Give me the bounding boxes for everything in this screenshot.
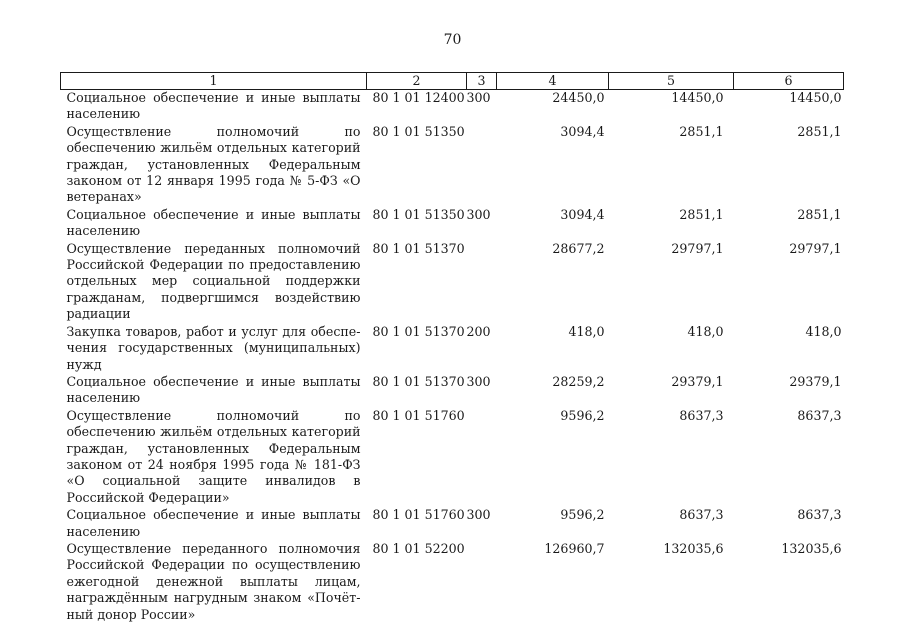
row-kind — [467, 408, 497, 507]
table-row — [61, 507, 844, 541]
table-row — [61, 541, 844, 624]
row-value-col5: 418,0 — [687, 323, 724, 339]
row-value-col6: 14450,0 — [789, 90, 842, 105]
row-code: 80 1 01 51370 — [372, 373, 465, 389]
row-value-col4: 24450,0 — [552, 90, 605, 105]
row-kind — [467, 124, 497, 207]
row-value-col6: 29797,1 — [789, 240, 842, 256]
row-code: 80 1 01 51350 — [372, 206, 465, 222]
row-value-col4: 418,0 — [568, 323, 605, 339]
row-name: Социальное обеспечение и иные выплаты населению — [66, 373, 361, 406]
row-code: 80 1 01 51370 — [372, 240, 465, 256]
header-col-3: 3 — [467, 73, 497, 90]
header-col-1: 1 — [61, 73, 367, 90]
row-code: 80 1 01 51760 — [372, 407, 465, 423]
table-row — [61, 241, 844, 324]
row-code: 80 1 01 12400 — [372, 90, 465, 105]
row-value-col5: 8637,3 — [679, 407, 724, 423]
row-value-col5: 2851,1 — [679, 123, 724, 139]
row-name: Осуществление полномочий по обеспечению жильём отдельных категорий граждан, установленных Федеральным законом от 12 января 1995 года № 5-ФЗ «О ветеранах» — [66, 123, 361, 205]
row-name: Социальное обеспечение и иные выплаты населению — [66, 507, 361, 539]
header-col-4: 4 — [497, 73, 609, 90]
row-name: Социальное обеспечение и иные выплаты населению — [66, 90, 361, 122]
row-kind: 200 — [466, 323, 491, 339]
row-code: 80 1 01 52200 — [372, 540, 465, 556]
row-value-col5: 132035,6 — [663, 540, 724, 556]
header-row — [61, 73, 844, 90]
row-value-col4: 28677,2 — [552, 240, 605, 256]
row-value-col5: 2851,1 — [679, 206, 724, 222]
row-value-col6: 418,0 — [805, 323, 842, 339]
row-value-col4: 28259,2 — [552, 373, 605, 389]
table-row — [61, 124, 844, 207]
row-name: Осуществление переданного полномочия Российской Федерации по осуществлению ежегодной денежной выплаты лицам, награждённым нагрудным знаком «Почётный донор России» — [66, 540, 361, 622]
row-value-col4: 3094,4 — [560, 206, 605, 222]
table-header — [61, 73, 844, 90]
row-value-col6: 8637,3 — [797, 407, 842, 423]
row-value-col6: 8637,3 — [797, 507, 842, 523]
row-kind: 300 — [466, 206, 491, 222]
row-name: Осуществление переданных полномочий Российской Федерации по предоставлению отдельных мер социальной поддержки гражданам, подвергшимся воздействию радиации — [66, 240, 361, 322]
page-number: 70 — [443, 32, 462, 48]
row-kind: 300 — [466, 373, 491, 389]
header-col-5: 5 — [609, 73, 734, 90]
row-kind: 300 — [466, 507, 491, 523]
header-col-2: 2 — [367, 73, 467, 90]
row-value-col5: 29797,1 — [671, 240, 724, 256]
row-code: 80 1 01 51350 — [372, 123, 465, 139]
row-value-col6: 2851,1 — [797, 123, 842, 139]
row-code: 80 1 01 51760 — [372, 507, 465, 523]
row-value-col4: 9596,2 — [560, 507, 605, 523]
table-row — [61, 324, 844, 374]
row-value-col5: 29379,1 — [671, 373, 724, 389]
row-value-col4: 3094,4 — [560, 123, 605, 139]
row-kind: 300 — [466, 90, 491, 105]
row-value-col6: 132035,6 — [781, 540, 842, 556]
table-row — [61, 408, 844, 507]
row-value-col4: 126960,7 — [544, 540, 605, 556]
row-value-col5: 14450,0 — [671, 90, 724, 105]
table-row — [61, 207, 844, 241]
table-body — [61, 90, 844, 625]
row-name: Социальное обеспечение и иные выплаты населению — [66, 206, 361, 239]
header-col-6: 6 — [734, 73, 844, 90]
table-row — [61, 90, 844, 124]
budget-table — [60, 72, 844, 624]
row-name: Закупка товаров, работ и услуг для обеспечения государственных (муниципальных) нужд — [66, 323, 361, 372]
row-name: Осуществление полномочий по обеспечению жильём отдельных категорий граждан, установленных Федеральным законом от 24 ноября 1995 года № 181-ФЗ «О социальной защите инвалидов в Российской Федерации» — [66, 407, 361, 505]
row-value-col5: 8637,3 — [679, 507, 724, 523]
row-value-col6: 29379,1 — [789, 373, 842, 389]
row-kind — [467, 241, 497, 324]
row-value-col4: 9596,2 — [560, 407, 605, 423]
row-value-col6: 2851,1 — [797, 206, 842, 222]
row-kind — [467, 541, 497, 624]
row-code: 80 1 01 51370 — [372, 323, 465, 339]
table-row — [61, 374, 844, 408]
